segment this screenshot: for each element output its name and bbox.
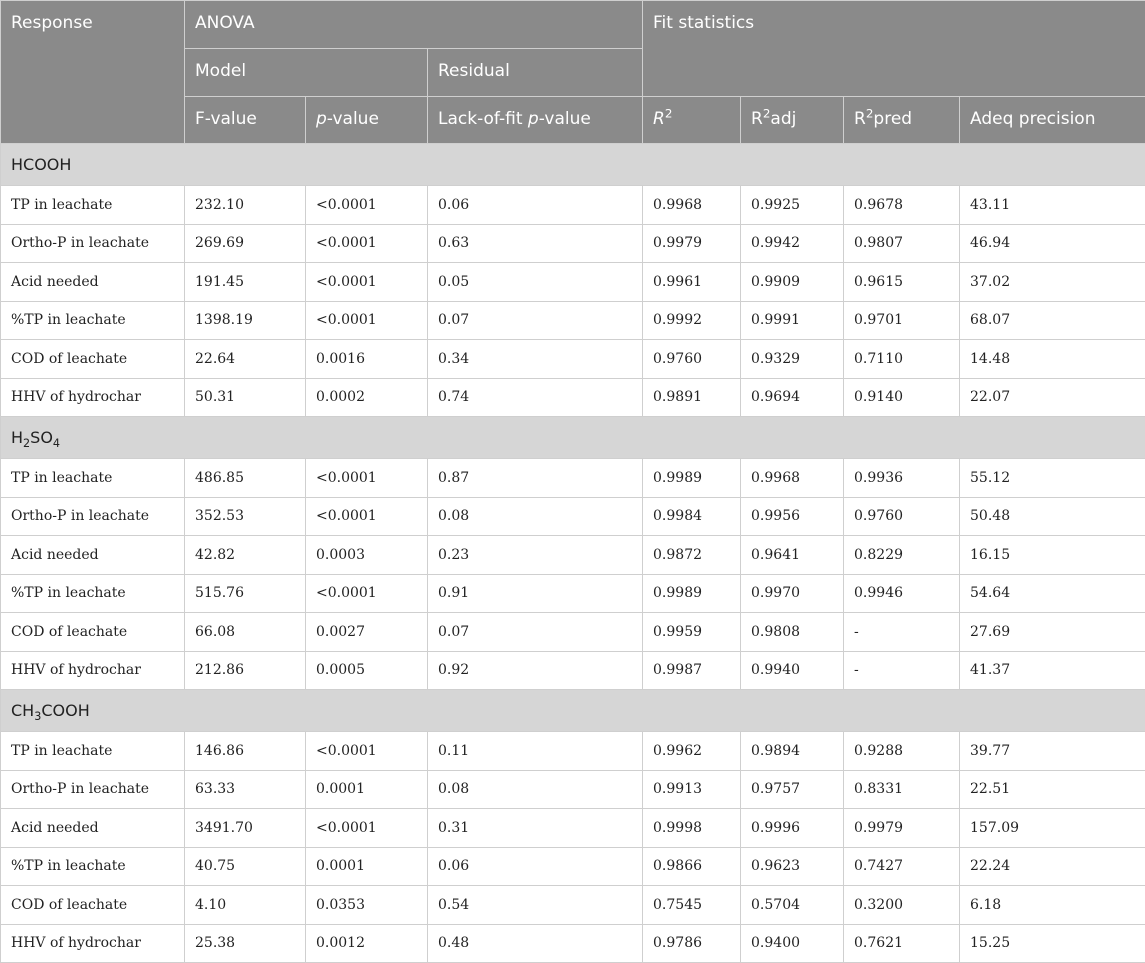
cell-p-value: 0.0002 [306,378,428,417]
cell-response: Acid needed [1,536,185,575]
cell-response: TP in leachate [1,459,185,498]
cell-r2: 0.9913 [643,770,741,809]
section-label-text: H [11,428,23,447]
cell-r2-adj: 0.9909 [741,263,844,302]
cell-r2-pred: 0.9678 [844,186,960,225]
cell-r2-pred: 0.3200 [844,886,960,925]
cell-r2-adj: 0.9970 [741,574,844,613]
r2pred-superscript: 2 [866,106,874,120]
cell-r2-pred: 0.9701 [844,301,960,340]
header-adeq-precision: Adeq precision [960,97,1145,144]
cell-lack-of-fit: 0.54 [428,886,643,925]
cell-lack-of-fit: 0.11 [428,732,643,771]
cell-r2-adj: 0.9942 [741,224,844,263]
section-label-subscript: 3 [34,710,41,723]
cell-r2-adj: 0.9996 [741,809,844,848]
section-label [1,690,1145,732]
r2pred-base: R [854,109,866,129]
cell-adeq-precision: 22.07 [960,378,1145,417]
cell-lack-of-fit: 0.92 [428,651,643,690]
table-row [1,651,1145,690]
cell-r2: 0.9989 [643,574,741,613]
cell-p-value: <0.0001 [306,459,428,498]
cell-lack-of-fit: 0.87 [428,459,643,498]
cell-response: TP in leachate [1,186,185,225]
cell-p-value: <0.0001 [306,732,428,771]
cell-r2-pred: 0.9288 [844,732,960,771]
cell-r2-pred: 0.9979 [844,809,960,848]
table-row [1,186,1145,225]
cell-p-value: <0.0001 [306,497,428,536]
cell-adeq-precision: 22.51 [960,770,1145,809]
cell-lack-of-fit: 0.48 [428,924,643,963]
table-body [1,144,1145,963]
r2adj-base: R [751,109,763,129]
cell-adeq-precision: 22.24 [960,847,1145,886]
cell-r2: 0.9959 [643,613,741,652]
table-row [1,886,1145,925]
section-label-subscript: 2 [23,437,30,450]
header-f-value: F-value [185,97,306,144]
cell-adeq-precision: 50.48 [960,497,1145,536]
cell-f-value: 4.10 [185,886,306,925]
cell-adeq-precision: 43.11 [960,186,1145,225]
cell-f-value: 42.82 [185,536,306,575]
cell-adeq-precision: 6.18 [960,886,1145,925]
cell-p-value: <0.0001 [306,809,428,848]
cell-r2: 0.9760 [643,340,741,379]
cell-f-value: 486.85 [185,459,306,498]
cell-r2-pred: 0.9760 [844,497,960,536]
cell-lack-of-fit: 0.08 [428,497,643,536]
cell-response: COD of leachate [1,613,185,652]
cell-r2-adj: 0.9808 [741,613,844,652]
cell-lack-of-fit: 0.23 [428,536,643,575]
cell-r2-pred: 0.9615 [844,263,960,302]
cell-r2: 0.9786 [643,924,741,963]
cell-response: %TP in leachate [1,847,185,886]
cell-adeq-precision: 157.09 [960,809,1145,848]
cell-f-value: 25.38 [185,924,306,963]
cell-f-value: 191.45 [185,263,306,302]
cell-r2: 0.9891 [643,378,741,417]
cell-r2-pred: 0.7110 [844,340,960,379]
cell-r2: 0.9872 [643,536,741,575]
cell-p-value: <0.0001 [306,574,428,613]
cell-p-value: 0.0353 [306,886,428,925]
header-residual: Residual [428,49,643,97]
cell-f-value: 212.86 [185,651,306,690]
table-row [1,924,1145,963]
cell-r2-adj: 0.9956 [741,497,844,536]
cell-f-value: 50.31 [185,378,306,417]
cell-r2-pred: 0.8229 [844,536,960,575]
cell-f-value: 269.69 [185,224,306,263]
cell-r2: 0.9992 [643,301,741,340]
r2adj-suffix: adj [770,109,796,129]
cell-r2: 0.9987 [643,651,741,690]
cell-p-value: 0.0027 [306,613,428,652]
cell-p-value: 0.0005 [306,651,428,690]
cell-r2-adj: 0.9894 [741,732,844,771]
cell-r2-adj: 0.9400 [741,924,844,963]
lack-of-fit-prefix: Lack-of-fit [438,109,528,129]
cell-r2-pred: 0.9140 [844,378,960,417]
cell-r2-adj: 0.9757 [741,770,844,809]
cell-adeq-precision: 27.69 [960,613,1145,652]
lack-of-fit-p-symbol: p [528,109,539,129]
cell-adeq-precision: 54.64 [960,574,1145,613]
cell-p-value: <0.0001 [306,186,428,225]
cell-r2: 0.9968 [643,186,741,225]
cell-response: Acid needed [1,809,185,848]
cell-adeq-precision: 39.77 [960,732,1145,771]
header-fit-statistics: Fit statistics [643,1,1145,97]
section-label-text: CH [11,701,34,720]
section-row-ch3cooh [1,690,1145,732]
cell-response: %TP in leachate [1,301,185,340]
cell-p-value: <0.0001 [306,263,428,302]
table-row [1,497,1145,536]
cell-lack-of-fit: 0.63 [428,224,643,263]
cell-p-value: 0.0012 [306,924,428,963]
cell-f-value: 40.75 [185,847,306,886]
cell-lack-of-fit: 0.07 [428,613,643,652]
section-label-text: SO [30,428,53,447]
section-row-h2so4 [1,417,1145,459]
table-row [1,809,1145,848]
cell-response: %TP in leachate [1,574,185,613]
cell-f-value: 22.64 [185,340,306,379]
cell-adeq-precision: 55.12 [960,459,1145,498]
cell-adeq-precision: 14.48 [960,340,1145,379]
cell-r2-pred: 0.7621 [844,924,960,963]
cell-r2-pred: 0.9936 [844,459,960,498]
cell-r2-adj: 0.9925 [741,186,844,225]
lack-of-fit-suffix: -value [539,109,591,129]
header-model: Model [185,49,428,97]
cell-response: TP in leachate [1,732,185,771]
cell-f-value: 146.86 [185,732,306,771]
cell-r2-pred: - [844,613,960,652]
cell-r2: 0.9961 [643,263,741,302]
cell-response: HHV of hydrochar [1,378,185,417]
r2pred-suffix: pred [873,109,912,129]
cell-f-value: 232.10 [185,186,306,225]
cell-p-value: 0.0001 [306,847,428,886]
cell-r2-adj: 0.5704 [741,886,844,925]
cell-r2-pred: 0.8331 [844,770,960,809]
cell-r2-adj: 0.9940 [741,651,844,690]
section-label-text: COOH [41,701,89,720]
cell-r2-adj: 0.9623 [741,847,844,886]
cell-response: COD of leachate [1,340,185,379]
cell-lack-of-fit: 0.91 [428,574,643,613]
cell-lack-of-fit: 0.06 [428,847,643,886]
cell-f-value: 63.33 [185,770,306,809]
table-row [1,340,1145,379]
r2adj-superscript: 2 [763,106,771,120]
cell-p-value: 0.0016 [306,340,428,379]
cell-r2: 0.7545 [643,886,741,925]
header-r2 [643,97,741,144]
cell-r2: 0.9989 [643,459,741,498]
cell-lack-of-fit: 0.07 [428,301,643,340]
cell-r2-adj: 0.9968 [741,459,844,498]
cell-lack-of-fit: 0.74 [428,378,643,417]
header-response: Response [1,1,185,144]
cell-p-value: <0.0001 [306,224,428,263]
header-anova: ANOVA [185,1,643,49]
cell-adeq-precision: 68.07 [960,301,1145,340]
cell-lack-of-fit: 0.08 [428,770,643,809]
cell-adeq-precision: 46.94 [960,224,1145,263]
header-p-value [306,97,428,144]
cell-f-value: 3491.70 [185,809,306,848]
p-value-suffix: -value [327,109,379,129]
cell-response: COD of leachate [1,886,185,925]
cell-f-value: 1398.19 [185,301,306,340]
table-row [1,301,1145,340]
cell-f-value: 515.76 [185,574,306,613]
cell-r2-pred: 0.7427 [844,847,960,886]
cell-r2-adj: 0.9991 [741,301,844,340]
p-symbol: p [316,109,327,129]
cell-response: Ortho-P in leachate [1,770,185,809]
cell-lack-of-fit: 0.34 [428,340,643,379]
cell-r2: 0.9984 [643,497,741,536]
cell-r2: 0.9962 [643,732,741,771]
cell-r2: 0.9979 [643,224,741,263]
section-label [1,417,1145,459]
cell-f-value: 352.53 [185,497,306,536]
cell-r2-adj: 0.9694 [741,378,844,417]
table-row [1,574,1145,613]
cell-response: HHV of hydrochar [1,651,185,690]
header-r2-pred [844,97,960,144]
r2-base: R [653,109,665,129]
cell-r2: 0.9998 [643,809,741,848]
table-row [1,847,1145,886]
table-row [1,378,1145,417]
cell-adeq-precision: 41.37 [960,651,1145,690]
cell-response: Ortho-P in leachate [1,224,185,263]
header-lack-of-fit [428,97,643,144]
header-r2-adj [741,97,844,144]
cell-r2-adj: 0.9329 [741,340,844,379]
cell-f-value: 66.08 [185,613,306,652]
section-row-hcooh [1,144,1145,186]
cell-adeq-precision: 15.25 [960,924,1145,963]
cell-lack-of-fit: 0.06 [428,186,643,225]
cell-adeq-precision: 16.15 [960,536,1145,575]
cell-r2-pred: 0.9946 [844,574,960,613]
cell-response: HHV of hydrochar [1,924,185,963]
table-row [1,732,1145,771]
cell-r2: 0.9866 [643,847,741,886]
section-label [1,144,1145,186]
cell-p-value: 0.0001 [306,770,428,809]
section-label-subscript: 4 [53,437,60,450]
table-row [1,263,1145,302]
cell-p-value: 0.0003 [306,536,428,575]
section-label-text: HCOOH [11,155,71,174]
table-row [1,613,1145,652]
table-row [1,536,1145,575]
table-row [1,459,1145,498]
cell-lack-of-fit: 0.05 [428,263,643,302]
table-row [1,224,1145,263]
cell-response: Acid needed [1,263,185,302]
cell-response: Ortho-P in leachate [1,497,185,536]
table-header [1,1,1145,144]
r2-superscript: 2 [665,106,673,120]
cell-r2-adj: 0.9641 [741,536,844,575]
cell-r2-pred: - [844,651,960,690]
table-row [1,770,1145,809]
cell-adeq-precision: 37.02 [960,263,1145,302]
cell-lack-of-fit: 0.31 [428,809,643,848]
cell-r2-pred: 0.9807 [844,224,960,263]
cell-p-value: <0.0001 [306,301,428,340]
